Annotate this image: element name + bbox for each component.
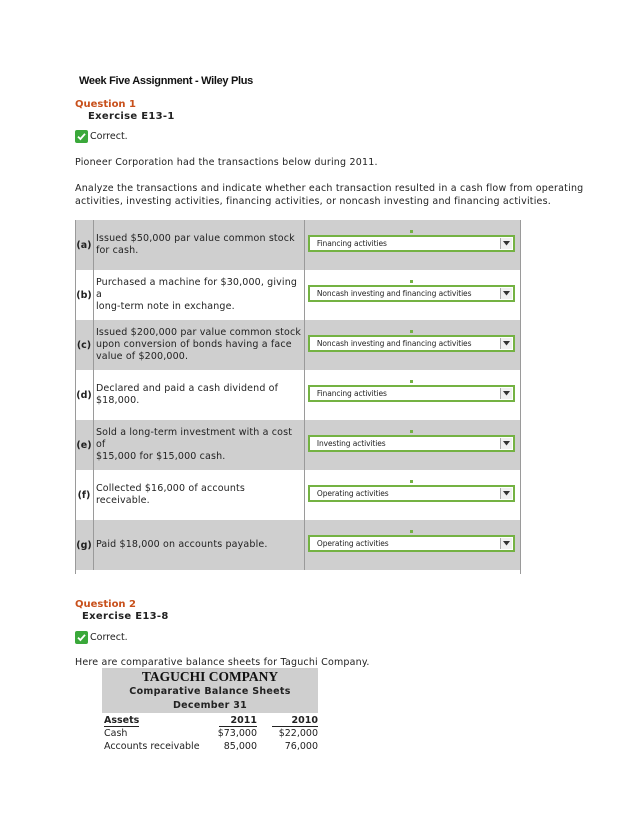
transactions-table <box>75 220 520 570</box>
chevron-down-icon[interactable] <box>500 388 512 399</box>
transaction-description-line: Issued $200,000 par value common stock <box>95 327 301 338</box>
selection-marker <box>410 530 413 533</box>
chevron-down-icon[interactable] <box>500 438 512 449</box>
document-title: Week Five Assignment - Wiley Plus <box>79 75 254 87</box>
year-2010-header: 2010 <box>272 715 318 727</box>
question-1-instructions-line-2: activities, investing activities, financing activities, or noncash investing and financing activities. <box>75 196 551 207</box>
balance-sheet-column-headers <box>102 714 318 727</box>
transaction-row <box>75 370 520 420</box>
selected-value: Noncash investing and financing activities <box>316 289 472 298</box>
answer-cell <box>304 320 520 370</box>
cash-flow-select[interactable] <box>308 485 515 502</box>
selection-marker <box>410 480 413 483</box>
transaction-label: (g) <box>75 520 93 570</box>
transaction-label: (f) <box>75 470 93 520</box>
transaction-label: (c) <box>75 320 93 370</box>
cash-flow-select[interactable] <box>308 385 515 402</box>
transaction-description <box>93 370 304 420</box>
selected-value: Operating activities <box>316 539 389 548</box>
statement-date: December 31 <box>172 700 248 711</box>
transaction-description <box>93 220 304 270</box>
transaction-label: (a) <box>75 220 93 270</box>
selection-marker <box>410 230 413 233</box>
account-name: Cash <box>104 728 128 739</box>
transaction-label: (b) <box>75 270 93 320</box>
answer-cell <box>304 470 520 520</box>
question-2-intro: Here are comparative balance sheets for Taguchi Company. <box>75 657 370 668</box>
selected-value: Operating activities <box>316 489 389 498</box>
answer-cell <box>304 520 520 570</box>
cash-flow-select[interactable] <box>308 535 515 552</box>
answer-cell <box>304 270 520 320</box>
statement-name: Comparative Balance Sheets <box>129 686 291 697</box>
cash-flow-select[interactable] <box>308 435 515 452</box>
transaction-description <box>93 270 304 320</box>
chevron-down-icon[interactable] <box>500 538 512 549</box>
chevron-down-icon[interactable] <box>500 288 512 299</box>
transaction-description-line: $18,000. <box>95 395 140 406</box>
year-2011-header: 2011 <box>219 715 257 727</box>
selected-value: Noncash investing and financing activities <box>316 339 472 348</box>
transaction-description-line: Sold a long-term investment with a cost of <box>95 427 293 450</box>
status-text: Correct. <box>90 131 128 142</box>
transaction-description <box>93 420 304 470</box>
answer-cell <box>304 220 520 270</box>
transaction-description-line: long-term note in exchange. <box>95 301 235 312</box>
question-1-instructions-line-1: Analyze the transactions and indicate whether each transaction resulted in a cash flow from operating <box>75 183 584 194</box>
chevron-down-icon[interactable] <box>500 488 512 499</box>
answer-cell <box>304 420 520 470</box>
chevron-down-icon[interactable] <box>500 238 512 249</box>
question-1-title: Question 1 <box>75 99 136 110</box>
transaction-description-line: Collected $16,000 of accounts receivable. <box>95 483 245 506</box>
company-name: TAGUCHI COMPANY <box>141 669 279 684</box>
transaction-row <box>75 520 520 570</box>
balance-sheet-row <box>102 740 318 753</box>
transaction-row <box>75 270 520 320</box>
transaction-row <box>75 420 520 470</box>
selected-value: Financing activities <box>316 389 387 398</box>
chevron-down-icon[interactable] <box>500 338 512 349</box>
transaction-description <box>93 520 304 570</box>
balance-sheet <box>102 668 318 753</box>
account-name: Accounts receivable <box>104 741 200 752</box>
transaction-row <box>75 470 520 520</box>
transaction-description-line: $15,000 for $15,000 cash. <box>95 451 226 462</box>
question-1-exercise: Exercise E13-1 <box>88 111 175 122</box>
selection-marker <box>410 280 413 283</box>
transaction-description-line: Purchased a machine for $30,000, giving a <box>95 277 298 300</box>
question-1-status <box>75 130 128 143</box>
balance-sheet-header <box>102 668 318 713</box>
cash-flow-select[interactable] <box>308 335 515 352</box>
selected-value: Financing activities <box>316 239 387 248</box>
answer-cell <box>304 370 520 420</box>
amount-2011: 85,000 <box>223 741 257 752</box>
selected-value: Investing activities <box>316 439 386 448</box>
checkmark-icon <box>75 130 88 143</box>
assets-header: Assets <box>104 715 140 726</box>
transaction-description-line: Paid $18,000 on accounts payable. <box>95 539 268 550</box>
question-2-status <box>75 631 128 644</box>
selection-marker <box>410 430 413 433</box>
transaction-description-line: value of $200,000. <box>95 351 189 362</box>
question-1-intro: Pioneer Corporation had the transactions below during 2011. <box>75 157 378 168</box>
transaction-description-line: Declared and paid a cash dividend of <box>95 383 279 394</box>
selection-marker <box>410 330 413 333</box>
checkmark-icon <box>75 631 88 644</box>
balance-sheet-row <box>102 727 318 740</box>
transaction-row <box>75 320 520 370</box>
status-text: Correct. <box>90 632 128 643</box>
amount-2010: $22,000 <box>278 728 318 739</box>
transaction-label: (d) <box>75 370 93 420</box>
transaction-description-line: Issued $50,000 par value common stock <box>95 233 295 244</box>
cash-flow-select[interactable] <box>308 235 515 252</box>
question-2-exercise: Exercise E13-8 <box>82 611 169 622</box>
amount-2011: $73,000 <box>217 728 257 739</box>
transaction-description-line: upon conversion of bonds having a face <box>95 339 292 350</box>
question-2-title: Question 2 <box>75 599 136 610</box>
transaction-description-line: for cash. <box>95 245 139 256</box>
selection-marker <box>410 380 413 383</box>
transaction-row <box>75 220 520 270</box>
amount-2010: 76,000 <box>284 741 318 752</box>
transaction-label: (e) <box>75 420 93 470</box>
transaction-description <box>93 470 304 520</box>
cash-flow-select[interactable] <box>308 285 515 302</box>
transaction-description <box>93 320 304 370</box>
